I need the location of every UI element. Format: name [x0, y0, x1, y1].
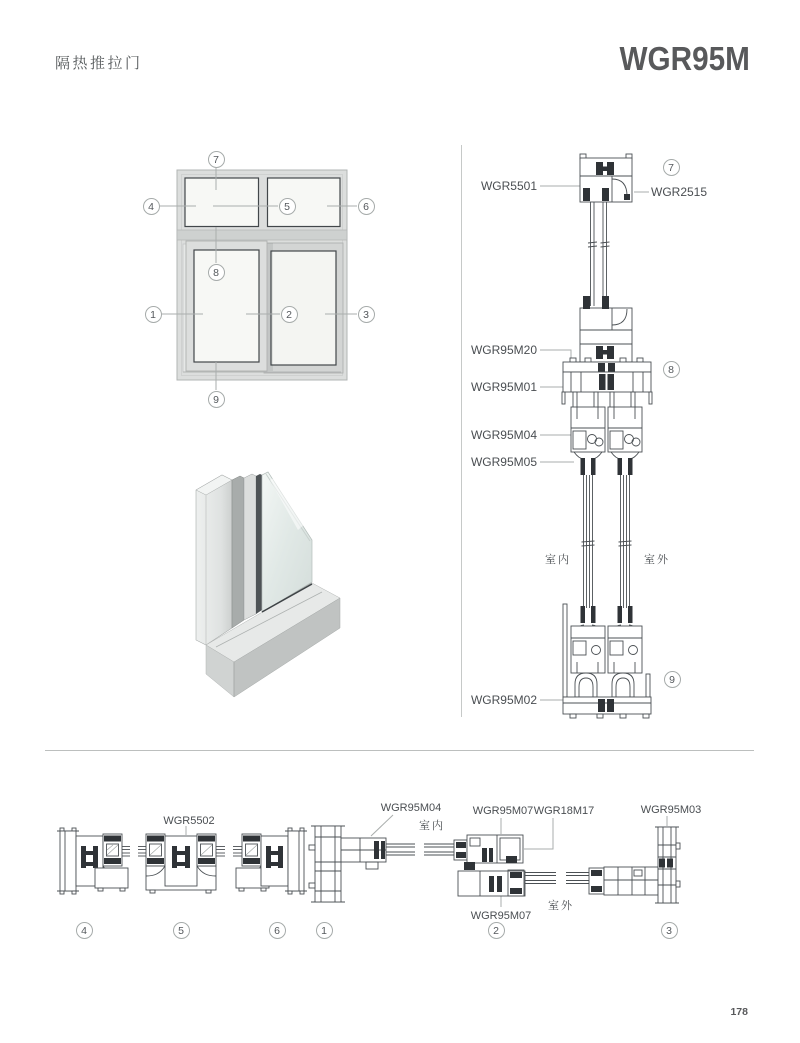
elevation-callout-6: 6	[358, 198, 375, 215]
isometric-profile-view	[185, 460, 350, 710]
head-profile	[580, 154, 632, 202]
hsection-callout-6: 6	[269, 922, 286, 939]
label-wgr2515: WGR2515	[651, 185, 708, 199]
elevation-callout-8: 8	[208, 264, 225, 281]
label-indoor-bottom: 室内	[419, 820, 445, 832]
vsection-callout-8: 8	[663, 361, 680, 378]
elevation-diagram	[140, 145, 380, 415]
section-1-profile	[309, 826, 454, 902]
label-wgr95m03: WGR95M03	[640, 804, 702, 816]
page-number: 178	[730, 1006, 748, 1018]
label-outdoor-vertical: 室外	[644, 554, 670, 566]
label-indoor-vertical: 室内	[545, 554, 571, 566]
series-model-title: WGR95M	[619, 40, 750, 77]
label-wgr95m02: WGR95M02	[470, 693, 537, 707]
hsection-callout-5: 5	[173, 922, 190, 939]
vsection-callout-7: 7	[663, 159, 680, 176]
sash-glass-columns	[582, 475, 632, 608]
transom-profile	[562, 358, 652, 408]
hsection-callout-3: 3	[661, 922, 678, 939]
label-wgr18m17: WGR18M17	[533, 805, 595, 817]
section-6-profile	[233, 828, 307, 894]
elevation-callout-5: 5	[279, 198, 296, 215]
label-wgr5502: WGR5502	[163, 815, 215, 827]
hsection-callout-1: 1	[316, 922, 333, 939]
page-category-title: 隔热推拉门	[55, 55, 143, 72]
fixed-panel-bottom-rail	[580, 296, 632, 362]
window-frame	[177, 170, 347, 380]
elevation-callout-3: 3	[358, 306, 375, 323]
hsection-callout-4: 4	[76, 922, 93, 939]
horizontal-divider	[45, 750, 754, 751]
label-wgr95m07-bottom: WGR95M07	[470, 910, 532, 922]
elevation-callout-2: 2	[281, 306, 298, 323]
elevation-callout-1: 1	[145, 306, 162, 323]
label-wgr95m04: WGR95M04	[470, 428, 537, 442]
label-wgr95m04-bottom: WGR95M04	[380, 802, 442, 814]
vsection-callout-9: 9	[664, 671, 681, 688]
section-4-profile	[57, 828, 130, 894]
elevation-callout-9: 9	[208, 391, 225, 408]
section-3-profile	[589, 827, 680, 903]
section-2-profile	[454, 835, 589, 896]
label-wgr5501: WGR5501	[480, 179, 537, 193]
fixed-glass	[588, 202, 610, 306]
elevation-callout-7: 7	[208, 151, 225, 168]
hsection-callout-2: 2	[488, 922, 505, 939]
sash-bottom-rails	[571, 606, 642, 673]
label-wgr95m07-top: WGR95M07	[472, 805, 534, 817]
label-outdoor-bottom: 室外	[548, 900, 574, 912]
sash-top-rails	[571, 407, 642, 475]
label-wgr95m05: WGR95M05	[470, 455, 537, 469]
section-5-profile	[138, 834, 225, 893]
elevation-callout-4: 4	[143, 198, 160, 215]
label-wgr95m20: WGR95M20	[470, 343, 537, 357]
label-wgr95m01: WGR95M01	[470, 380, 537, 394]
